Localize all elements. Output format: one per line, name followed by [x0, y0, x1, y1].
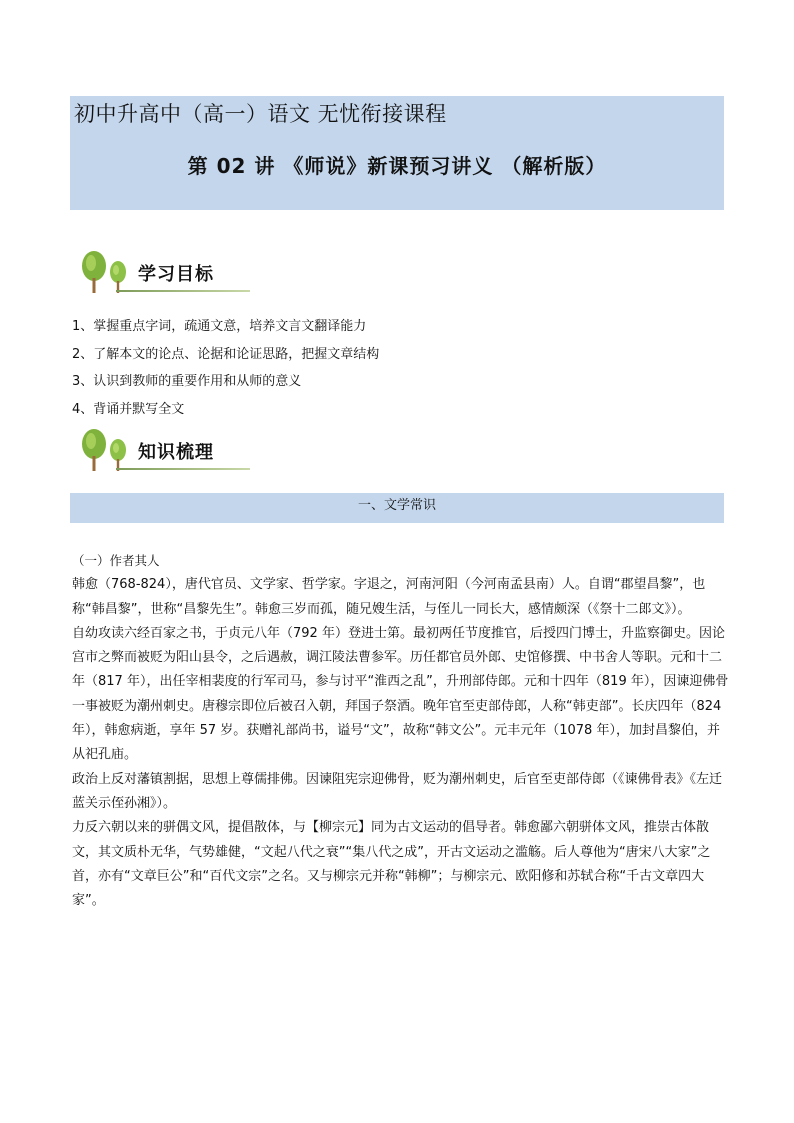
subsection-title: 一、文学常识	[70, 493, 724, 523]
content-body	[72, 549, 732, 913]
paragraph: 力反六朝以来的骈偶文风，提倡散体，与【柳宗元】同为古文运动的倡导者。韩愈鄙六朝骈体文风，推崇古体散文，其文质朴无华，气势雄健，“文起八代之衰”“集八代之成”，开古文运动之滥觞。后人尊他为“唐宋八大家”之首，亦有“文章巨公”和“百代文宗”之名。又与柳宗元并称“韩柳”；与柳宗元、欧阳修和苏轼合称“千古文章四大家”。	[72, 820, 711, 909]
section-title-goals: 学习目标	[138, 264, 214, 285]
paragraph: 韩愈（768-824），唐代官员、文学家、哲学家。字退之，河南河阳（今河南孟县南）人。自谓“郡望昌黎”，也称“韩昌黎”，世称“昌黎先生”。韩愈三岁而孤，随兄嫂生活，与侄儿一同长大，感情颇深（《祭十二郎文》）。	[72, 577, 706, 617]
goal-list	[72, 313, 379, 423]
divider	[116, 468, 250, 470]
course-title: 初中升高中（高一）语文 无忧衔接课程	[74, 102, 447, 126]
section-badge-goals	[80, 250, 250, 300]
paragraph: 政治上反对藩镇割据，思想上尊儒排佛。因谏阻宪宗迎佛骨，贬为潮州刺史，后官至吏部侍郎（《谏佛骨表》《左迁蓝关示侄孙湘》）。	[72, 771, 723, 811]
list-item: 1、掌握重点字词，疏通文意，培养文言文翻译能力	[72, 319, 367, 334]
divider	[116, 290, 250, 292]
list-item: 3、认识到教师的重要作用和从师的意义	[72, 374, 302, 389]
sub-heading: （一）作者其人	[72, 553, 160, 568]
paragraph: 自幼攻读六经百家之书，于贞元八年（792 年）登进士第。最初两任节度推官，后授四门博士，升监察御史。因论宫市之弊而被贬为阳山县令，之后遇赦，调江陵法曹参军。历任都官员外郎、史馆修撰、中书舍人等职。元和十二年（817 年），出任宰相裴度的行军司马，参与讨平“淮西之乱”，升刑部侍郎。元和十四年（819 年），因谏迎佛骨一事被贬为潮州刺史。唐穆宗即位后被召入朝，拜国子祭酒。晚年官至吏部侍郎，人称“韩吏部”。长庆四年（824 年），韩愈病逝，享年 57 岁。获赠礼部尚书，谥号“文”，故称“韩文公”。元丰元年（1078 年），加封昌黎伯，并从祀孔庙。	[72, 625, 729, 763]
list-item: 4、背诵并默写全文	[72, 401, 185, 417]
section-badge-knowledge	[80, 428, 250, 478]
lecture-title: 第 02 讲 《师说》新课预习讲义 （解析版）	[187, 154, 607, 178]
section-title-knowledge: 知识梳理	[138, 442, 214, 463]
list-item: 2、了解本文的论点、论据和论证思路，把握文章结构	[72, 346, 380, 362]
